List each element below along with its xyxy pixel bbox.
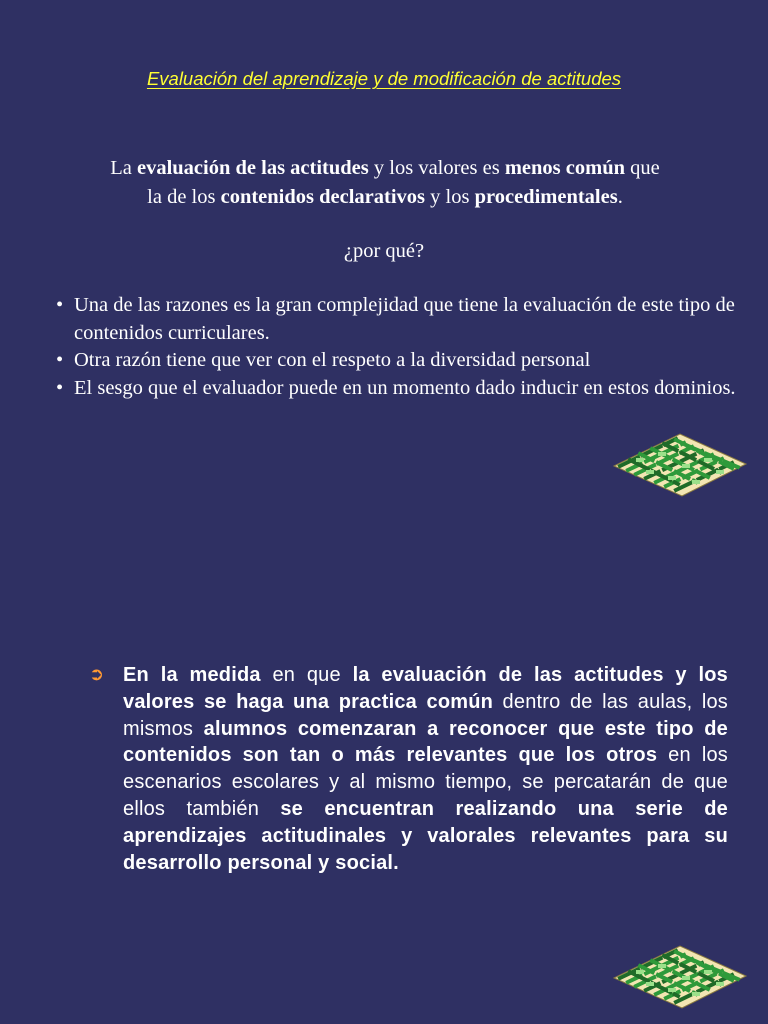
bullet-dot: • — [56, 294, 64, 316]
bold-text-run: alumnos comenzaran a reconocer que este tipo de contenidos son tan o más relevantes que los otros — [123, 717, 728, 767]
question-text: ¿por qué? — [343, 240, 425, 262]
bullet-text: Otra razón tiene que ver con el respeto a la diversidad personal — [74, 349, 591, 371]
maze-icon — [606, 936, 754, 1010]
slide-title: Evaluación del aprendizaje y de modificación de actitudes — [146, 68, 622, 89]
bullet-item — [56, 292, 736, 347]
text-run: y los — [425, 186, 475, 208]
arrow-bullet-icon: ➲ — [89, 664, 105, 685]
bold-text-run: se encuentran realizando una serie de aprendizajes actitudinales y valorales relevantes para su desarrollo personal y social. — [123, 797, 728, 874]
bullet-item — [56, 375, 736, 403]
bullet-list — [56, 292, 736, 402]
text-run: en los escenarios escolares y al mismo tiempo, se percatarán de que ellos también — [123, 744, 729, 820]
bold-text-run: En la medida — [123, 664, 261, 686]
bullet-dot: • — [56, 376, 64, 399]
text-run: . — [617, 186, 623, 208]
conclusion-paragraph — [123, 662, 728, 876]
intro-line-2 — [40, 183, 730, 212]
text-run: la de los — [147, 186, 221, 208]
bullet-text: El sesgo que el evaluador puede en un momento dado inducir en estos dominios. — [74, 376, 736, 399]
text-run: La — [110, 157, 137, 179]
maze-icon — [606, 424, 754, 498]
bold-text-run: la evaluación de las actitudes y los valores se haga una practica común — [123, 664, 728, 713]
bold-text-run: contenidos declarativos — [220, 186, 426, 208]
bold-text-run: procedimentales — [474, 186, 618, 208]
bullet-item — [56, 347, 736, 375]
bullet-text: Una de las razones es la gran complejidad que tiene la evaluación de este tipo de contenidos curriculares. — [74, 294, 735, 344]
intro-line-1 — [40, 154, 730, 183]
bullet-dot: • — [56, 349, 64, 371]
text-run: que — [625, 157, 660, 179]
text-run: dentro de las aulas, los mismos — [123, 690, 728, 740]
bold-text-run: menos común — [504, 157, 626, 179]
text-run: y los valores es — [368, 157, 505, 179]
intro-text — [40, 154, 730, 212]
bold-text-run: evaluación de las actitudes — [136, 157, 369, 179]
text-run: en que — [260, 664, 353, 686]
